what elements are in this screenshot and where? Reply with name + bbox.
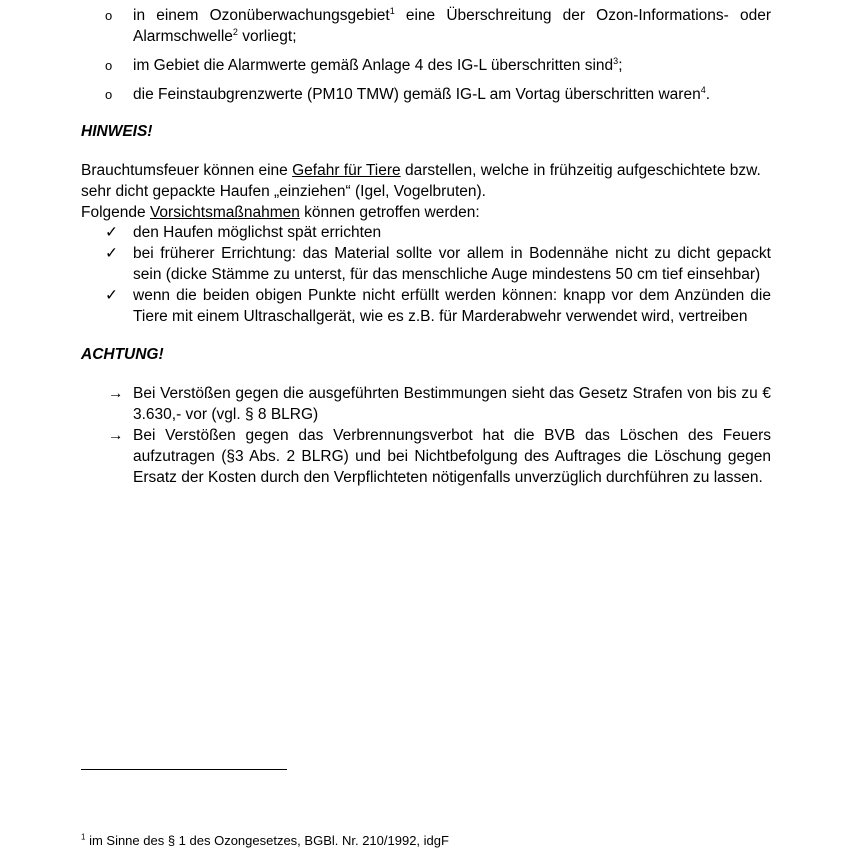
list-item-text: die Feinstaubgrenzwerte (PM10 TMW) gemäß IG-L am Vortag überschritten waren$^4$. (133, 84, 711, 103)
list-item (81, 222, 771, 243)
list-item (81, 84, 771, 105)
footnote-separator (81, 769, 287, 770)
list-item (81, 285, 771, 327)
list-item (81, 243, 771, 285)
check-icon: ✓ (105, 245, 118, 262)
achtung-heading: ACHTUNG! (81, 346, 164, 363)
footnote-ref[interactable]: 4 (700, 84, 706, 95)
arrow-right-icon: → (108, 427, 124, 444)
footnote-ref[interactable]: 1 (389, 5, 395, 16)
list-item-text: Bei Verstößen gegen das Verbrennungsverbot hat die BVB das Löschen des Feuers aufzutragen (§3 Abs. 2 BLRG) und bei Nichtbefolgung des Auftrages die Löschung gegen Ersatz der Kosten durch den Verpflichteten nötigenfalls unverzüglich durchführen zu lassen. (133, 427, 771, 486)
list-item-text: in einem Ozonüberwachungsgebiet$^1$ eine Überschreitung der Ozon-Informations- oder Alarmschwelle$^2$ vorliegt; (133, 5, 772, 45)
list-item (81, 55, 771, 76)
check-icon: ✓ (105, 287, 118, 304)
vorsicht-link[interactable]: Vorsichtsmaßnahmen (149, 204, 300, 221)
footnote: $^1$ im Sinne des § 1 des Ozongesetzes, BGBl. Nr. 210/1992, idgF (81, 832, 449, 848)
precautions-intro: Folgende Vorsichtsmaßnahmen können getroffen werden: (81, 204, 480, 221)
list-item (81, 5, 771, 47)
list-item-text: den Haufen möglichst spät errichten (133, 224, 382, 241)
gefahr-link[interactable]: Gefahr für Tiere (292, 162, 401, 179)
bullet-marker: o (105, 87, 113, 102)
hinweis-paragraph: Brauchtumsfeuer können eine Gefahr für Tiere darstellen, welche in frühzeitig aufgeschichtete bzw. sehr dicht gepackte Haufen „einziehen“ (Igel, Vogelbruten). (81, 162, 761, 200)
check-icon: ✓ (105, 224, 118, 241)
hinweis-heading: HINWEIS! (81, 123, 153, 140)
list-item-text: im Gebiet die Alarmwerte gemäß Anlage 4 des IG-L überschritten sind$^3$; (133, 55, 623, 74)
footnote-ref[interactable]: 3 (613, 55, 619, 66)
list-item-text: bei früherer Errichtung: das Material sollte vor allem in Bodennähe nicht zu dicht gepackt sein (dicke Stämme zu unterst, für das menschliche Auge mindestens 50 cm tief einsehbar) (133, 245, 771, 283)
arrow-right-icon: → (108, 385, 124, 402)
list-item (81, 383, 771, 425)
bullet-marker: o (105, 8, 113, 23)
footnote-ref[interactable]: 2 (232, 26, 238, 37)
footnote-number: 1 (81, 832, 86, 842)
list-item-text: Bei Verstößen gegen die ausgeführten Bestimmungen sieht das Gesetz Strafen von bis zu € 3.630,- vor (vgl. § 8 BLRG) (133, 385, 771, 423)
list-item (81, 425, 771, 488)
list-item-text: wenn die beiden obigen Punkte nicht erfüllt werden können: knapp vor dem Anzünden die Tiere mit einem Ultraschallgerät, wie es z.B. für Marderabwehr verwendet wird, vertreiben (133, 287, 771, 325)
bullet-marker: o (105, 58, 113, 73)
